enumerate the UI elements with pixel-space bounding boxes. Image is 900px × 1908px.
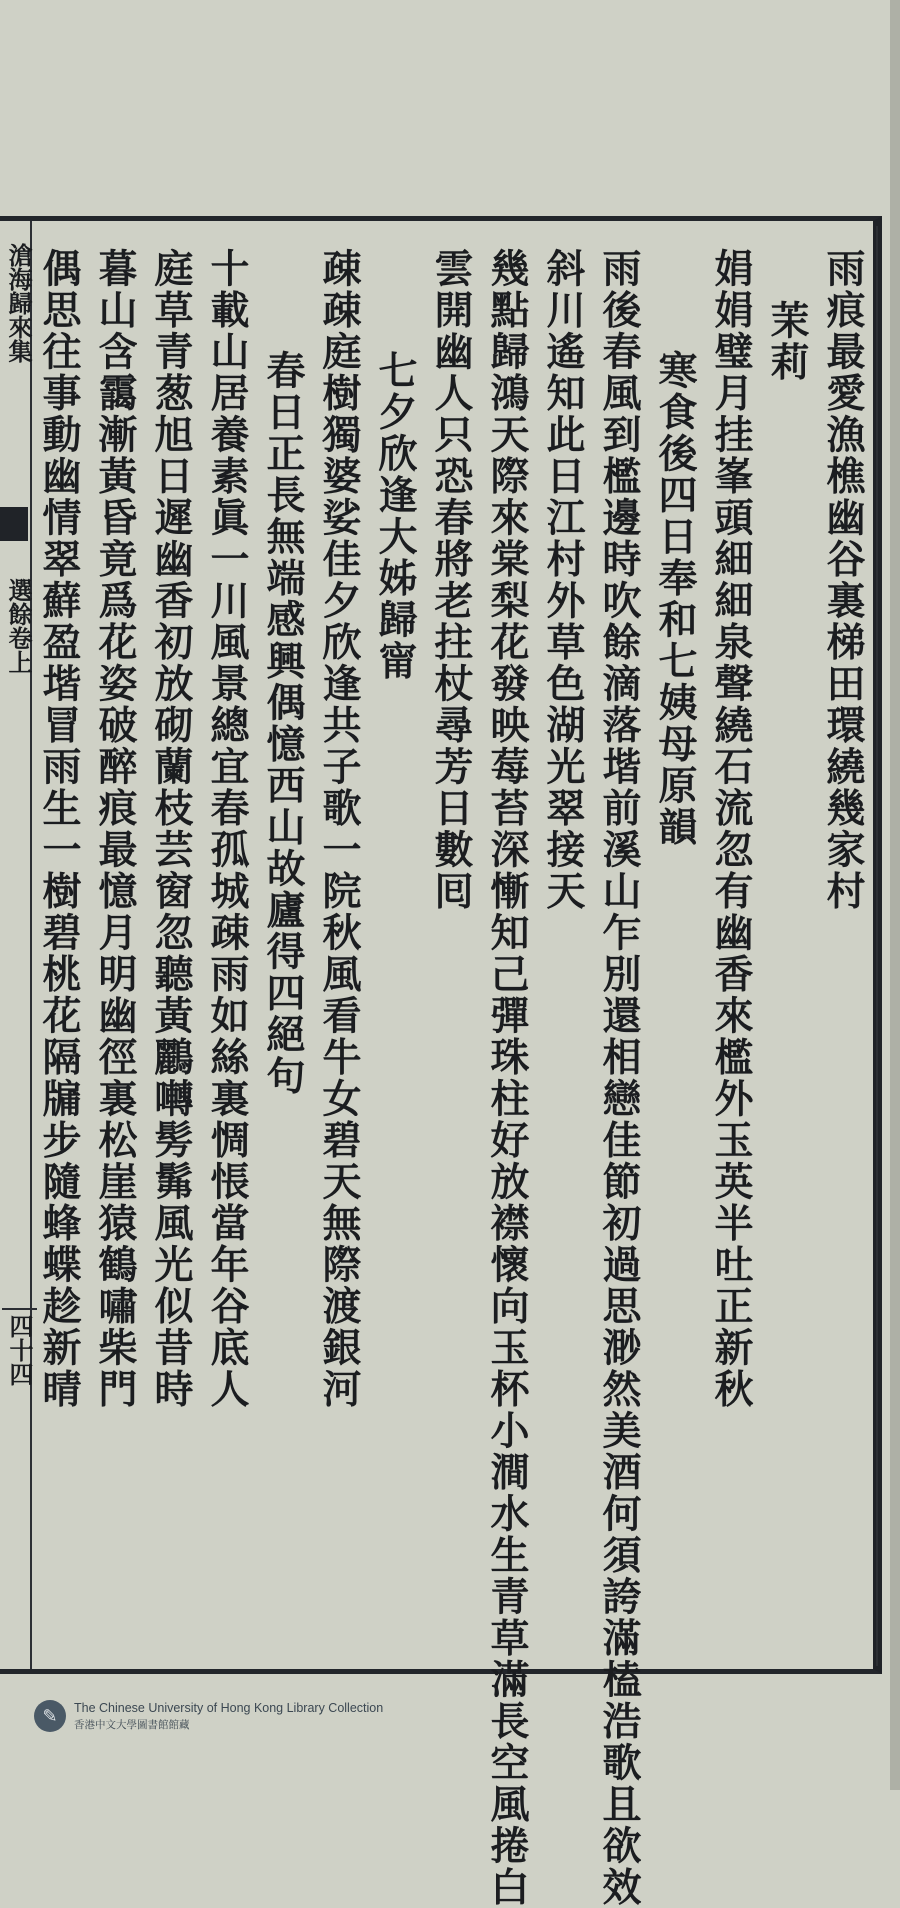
text-column-15: 偶思往事動幽情翠蘚盈堦冒雨生一樹碧桃花隔牖步隨蜂蝶趁新晴 xyxy=(36,248,82,1410)
text-column-7: 幾點歸鴻天際來棠梨花發映莓苔深慚知己彈珠柱好放襟懷向玉杯小澗水生青草滿長空風捲白 xyxy=(484,248,530,1908)
poem-title-column: 寒食後四日奉和七姨母原韻 xyxy=(652,350,698,848)
gutter-rule xyxy=(30,221,32,1669)
library-watermark xyxy=(34,1700,383,1732)
text-column-8: 雲開幽人只恐春將老拄杖尋芳日數囘 xyxy=(428,248,474,912)
poem-title-column: 春日正長無端感興偶憶西山故廬得四絕句 xyxy=(260,350,306,1097)
poem-title-column: 茉莉 xyxy=(764,300,810,383)
text-column-14: 暮山含靄漸黃昏竟爲花姿破醉痕最憶月明幽徑裏松崖猿鶴嘯柴門 xyxy=(92,248,138,1410)
gutter-section: 選餘卷上 xyxy=(4,578,33,674)
page-number: 四十四 xyxy=(2,1308,37,1386)
watermark-english: The Chinese University of Hong Kong Library Collection xyxy=(74,1700,384,1715)
frame-inner-rule xyxy=(876,226,878,1666)
text-column-5: 雨後春風到檻邊時吹餘滴落堦前溪山乍別還相戀佳節初過思渺然美酒何須誇滿榼浩歌且欲效 xyxy=(596,248,642,1908)
text-column-6: 斜川遙知此日江村外草色湖光翠接天 xyxy=(540,248,586,912)
text-column-10: 疎疎庭樹獨婆娑佳夕欣逢共子歌一院秋風看牛女碧天無際渡銀河 xyxy=(316,248,362,1410)
text-column-3: 娟娟璧月挂峯頭細細泉聲繞石流忽有幽香來檻外玉英半吐正新秋 xyxy=(708,248,754,1410)
page-edge xyxy=(890,0,900,1790)
fish-tail-mark xyxy=(0,507,28,541)
text-column-13: 庭草青葱旭日遲幽香初放砌蘭枝芸窗忽聽黃鸝囀髣髴風光似昔時 xyxy=(148,248,194,1410)
gutter-book-title: 滄海歸來集 xyxy=(4,243,33,363)
text-column-1: 雨痕最愛漁樵幽谷裏梯田環繞幾家村 xyxy=(820,248,866,912)
text-column-12: 十載山居養素眞一川風景總宜春孤城疎雨如絲裏惆悵當年谷底人 xyxy=(204,248,250,1410)
library-logo-icon: ✎ xyxy=(34,1700,66,1732)
watermark-chinese: 香港中文大學圖書館館藏 xyxy=(74,1718,190,1731)
poem-title-column: 七夕欣逢大姊歸甯 xyxy=(372,350,418,682)
